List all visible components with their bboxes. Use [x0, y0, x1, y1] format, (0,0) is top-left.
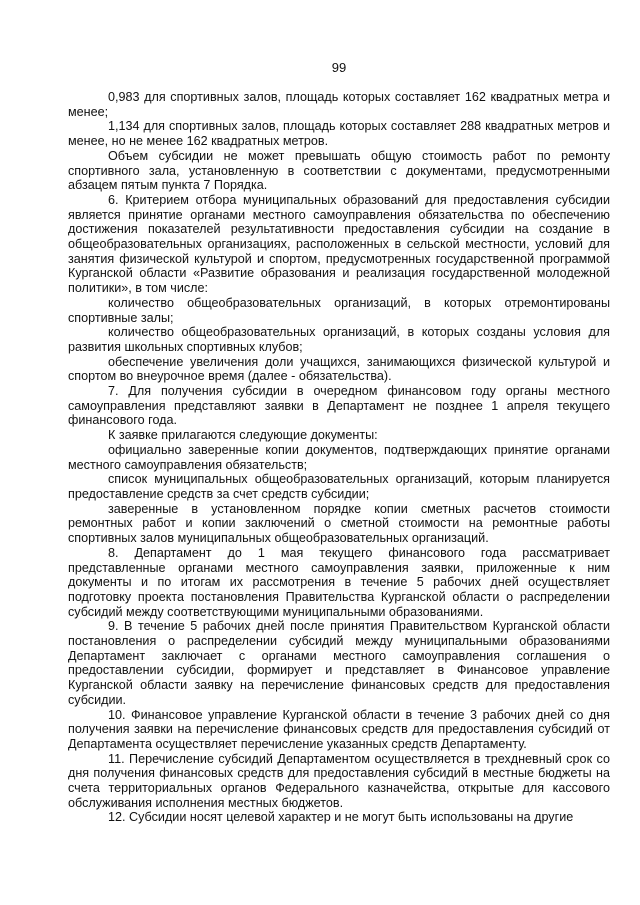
paragraph: 8. Департамент до 1 мая текущего финансового года рассматривает представленные органами местного самоуправления заявки, приложенные к ним документы и по итогам их рассмотрения в течение 5 рабочих дней осуществляет подготовку проекта постановления Правительства Курганской области о распределении субсидий между соответствующими муниципальными образованиями.	[68, 545, 610, 619]
paragraph: 1,134 для спортивных залов, площадь которых составляет 288 квадратных метров и менее, но не менее 162 квадратных метров.	[68, 119, 610, 149]
paragraph: 10. Финансовое управление Курганской области в течение 3 рабочих дней со дня получения заявки на перечисление финансовых средств для предоставления субсидий от Департамента осуществляет перечисление указанных средств Департаменту.	[68, 707, 610, 751]
paragraph: 0,983 для спортивных залов, площадь которых составляет 162 квадратных метра и менее;	[68, 90, 610, 119]
paragraph: список муниципальных общеобразовательных организаций, которым планируется предоставление средств за счет средств субсидии;	[68, 472, 610, 501]
page-number: 99	[331, 60, 347, 75]
paragraph: количество общеобразовательных организаций, в которых отремонтированы спортивные залы;	[68, 295, 610, 325]
paragraph: количество общеобразовательных организаций, в которых созданы условия для развития школьных спортивных клубов;	[68, 325, 610, 354]
paragraph: 6. Критерием отбора муниципальных образований для предоставления субсидии является принятие органами местного самоуправления обязательства по обеспечению достижения показателей результативности предоставления субсидии на создание в общеобразовательных организациях, расположенных в сельской местности, условий для занятия физической культурой и спортом, предусмотренных государственной программой Курганской области «Развитие образования и реализация государственной молодежной политики», в том числе:	[68, 192, 610, 296]
paragraph: 11. Перечисление субсидий Департаментом осуществляется в трехдневный срок со дня получения финансовых средств для предоставления субсидий в местные бюджеты на счета территориальных органов Федерального казначейства, открытые для кассового обслуживания исполнения местных бюджетов.	[68, 751, 610, 810]
paragraph: 12. Субсидии носят целевой характер и не могут быть использованы на другие	[108, 810, 574, 825]
document-body	[68, 90, 610, 825]
paragraph: 9. В течение 5 рабочих дней после принятия Правительством Курганской области постановления о распределении субсидий между муниципальными образованиями Департамент заключает с органами местного самоуправления соглашения о предоставлении субсидии, формирует и представляет в Финансовое управление Курганской области заявку на перечисление финансовых средств для предоставления субсидии.	[68, 619, 610, 707]
paragraph: обеспечение увеличения доли учащихся, занимающихся физической культурой и спортом во внеурочное время (далее - обязательства).	[68, 354, 610, 384]
paragraph: Объем субсидии не может превышать общую стоимость работ по ремонту спортивного зала, установленную в соответствии с документами, предусмотренными абзацем пятым пункта 7 Порядка.	[68, 148, 610, 193]
paragraph: официально заверенные копии документов, подтверждающих принятие органами местного самоуправления обязательств;	[68, 442, 610, 472]
paragraph: 7. Для получения субсидии в очередном финансовом году органы местного самоуправления представляют заявки в Департамент не позднее 1 апреля текущего финансового года.	[68, 384, 610, 428]
paragraph: К заявке прилагаются следующие документы:	[108, 428, 378, 443]
paragraph: заверенные в установленном порядке копии сметных расчетов стоимости ремонтных работ и копии заключений о сметной стоимости на ремонтные работы спортивных залов муниципальных общеобразовательных организаций.	[68, 501, 610, 546]
